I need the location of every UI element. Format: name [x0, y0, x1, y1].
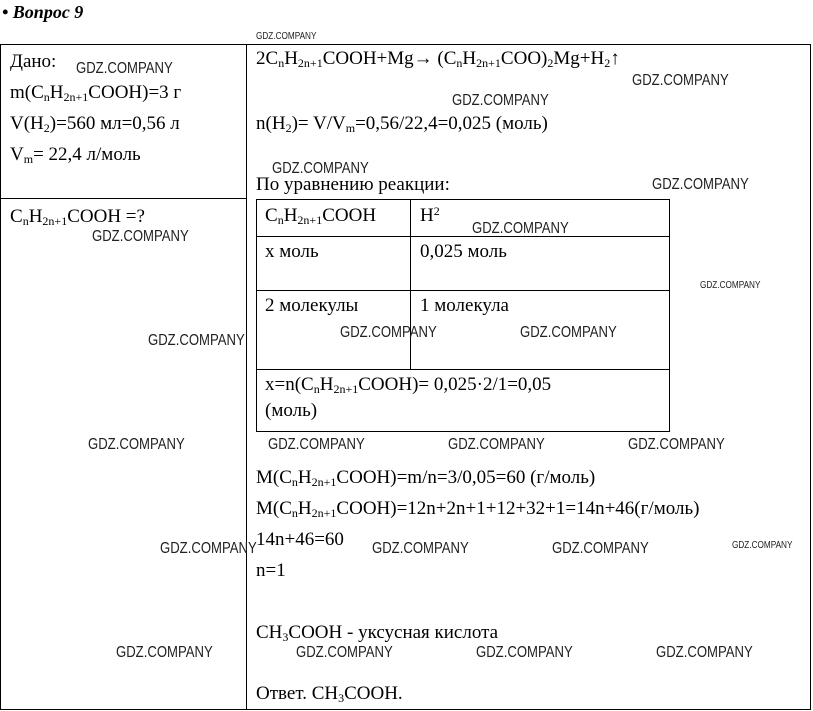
ratio-row2-acid: 2 молекулы: [265, 295, 359, 316]
ratio-row1-acid: х моль: [265, 241, 319, 262]
ratio-header-acid: $C_nH_{2n+1}COOH$: [265, 205, 377, 227]
ratio-row2-hydrogen: 1 молекула: [420, 295, 509, 316]
inner-table-row3: [256, 369, 670, 370]
table-border-bottom: [0, 709, 811, 710]
reaction-equation: $2C_nH_{2n+1}COOH+Mg\to$ $(C_nH_{2n+1}COO)_2Mg+H_2↑$: [256, 48, 620, 70]
watermark: GDZ.COMPANY: [552, 540, 649, 557]
inner-table-mid: [410, 199, 411, 370]
watermark: GDZ.COMPANY: [272, 160, 369, 177]
ratio-result-line1: $x=n(C_nH_{2n+1}COOH)= 0,025\cdot 2/1=0,05$: [265, 374, 552, 396]
watermark: GDZ.COMPANY: [372, 540, 469, 557]
ratio-result-line2: (моль): [265, 400, 318, 421]
watermark: GDZ.COMPANY: [628, 436, 725, 453]
watermark: GDZ.COMPANY: [296, 644, 393, 661]
column-divider: [246, 44, 247, 710]
watermark: GDZ.COMPANY: [76, 60, 173, 77]
moles-hydrogen: $n(H_2)= V/V_m=0,56/22,4=0,025$ (моль): [256, 113, 548, 135]
ratio-row1-hydrogen: 0,025 моль: [420, 241, 507, 262]
solve-equation: 14n+46=60: [256, 529, 344, 550]
watermark: GDZ.COMPANY: [256, 31, 317, 42]
given-molar-volume: $V_m= 22,4$ л/моль: [10, 144, 141, 166]
watermark: GDZ.COMPANY: [700, 280, 761, 291]
molar-mass-formula: $M(C_nH_{2n+1}COOH)=12n+2n+1+12+32+1=14n+46(г/моль)$: [256, 498, 700, 520]
watermark: GDZ.COMPANY: [116, 644, 213, 661]
table-border-top: [0, 44, 811, 45]
ratio-header-hydrogen: $H^2$: [420, 204, 440, 226]
watermark: GDZ.COMPANY: [340, 324, 437, 341]
by-equation-label: По уравнению реакции:: [256, 174, 450, 195]
watermark: GDZ.COMPANY: [88, 436, 185, 453]
watermark: GDZ.COMPANY: [92, 228, 189, 245]
table-border-right: [810, 44, 811, 710]
find-text: $C_nH_{2n+1}COOH$ =?: [10, 206, 145, 228]
inner-table-top: [256, 199, 670, 200]
inner-table-right: [669, 199, 670, 432]
table-border-left: [0, 44, 1, 710]
watermark: GDZ.COMPANY: [268, 436, 365, 453]
acid-name: $CH_3COOH$ - уксусная кислота: [256, 622, 499, 644]
watermark: GDZ.COMPANY: [732, 540, 793, 551]
given-label: Дано:: [10, 51, 57, 72]
given-mass: $m(C_nH_{2n+1}COOH)=3$ г: [10, 82, 182, 104]
inner-table-row1: [256, 236, 670, 237]
watermark: GDZ.COMPANY: [448, 436, 545, 453]
molar-mass-calc: $M(C_nH_{2n+1}COOH)=m/n=3/0,05=60$ (г/моль): [256, 467, 596, 489]
given-find-divider: [0, 198, 247, 199]
inner-table-row2: [256, 290, 670, 291]
watermark: GDZ.COMPANY: [476, 644, 573, 661]
watermark: GDZ.COMPANY: [520, 324, 617, 341]
inner-table-bottom: [256, 431, 670, 432]
inner-table-left: [256, 199, 257, 432]
watermark: GDZ.COMPANY: [656, 644, 753, 661]
n-value: n=1: [256, 560, 286, 581]
watermark: GDZ.COMPANY: [652, 176, 749, 193]
watermark: GDZ.COMPANY: [160, 540, 257, 557]
watermark: GDZ.COMPANY: [472, 220, 569, 237]
watermark: GDZ.COMPANY: [452, 92, 549, 109]
question-title: • Вопрос 9: [2, 2, 84, 22]
watermark: GDZ.COMPANY: [632, 72, 729, 89]
watermark: GDZ.COMPANY: [148, 332, 245, 349]
answer: Ответ. $CH_3COOH$.: [256, 683, 403, 705]
given-volume: $V(H_2)=560$ мл=0,56 л: [10, 113, 180, 135]
